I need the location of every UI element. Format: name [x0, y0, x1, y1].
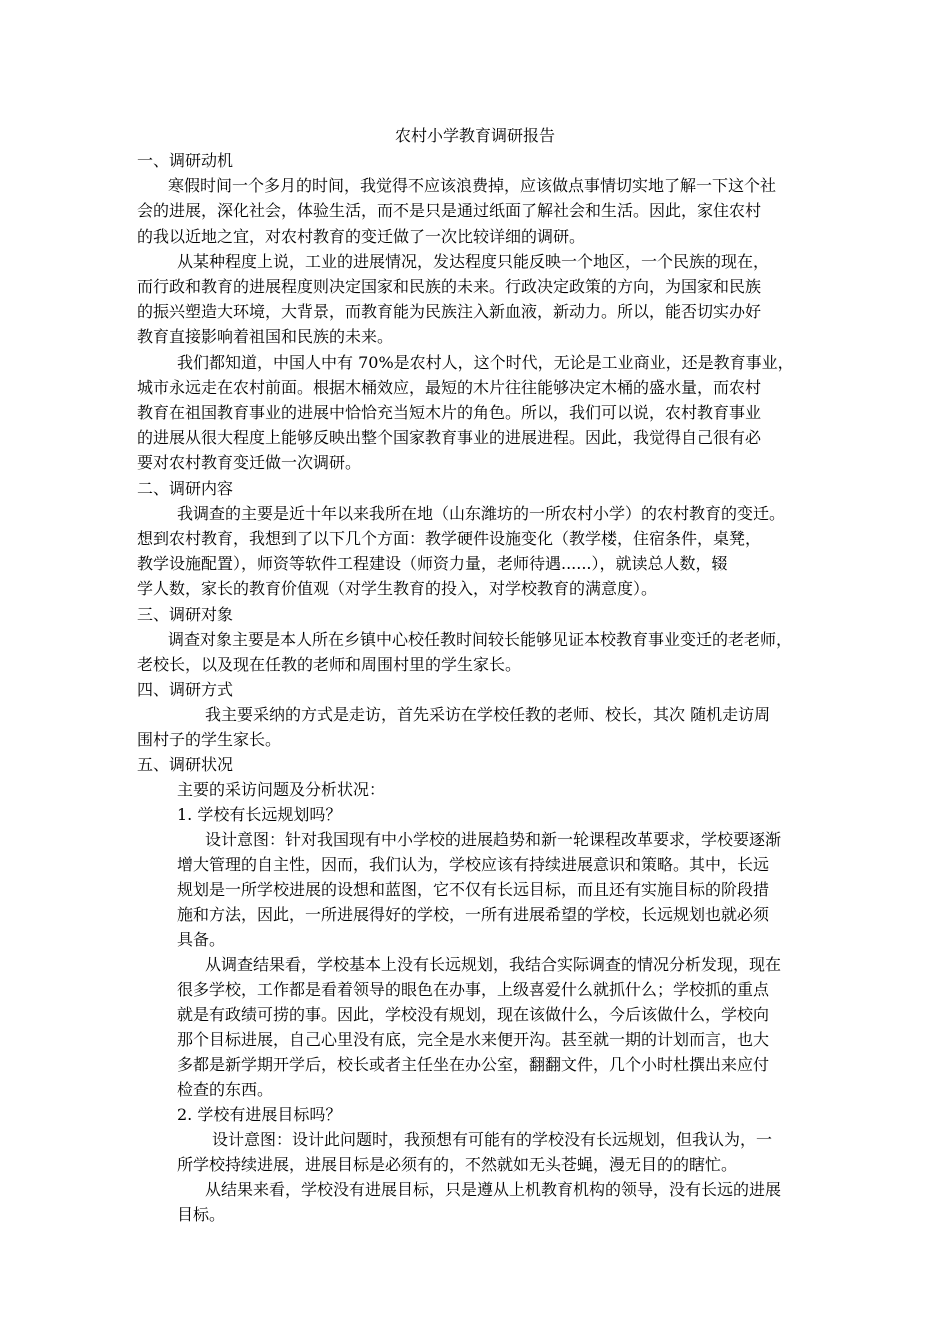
document-title: 农村小学教育调研报告: [394, 126, 555, 145]
paragraph-line: 想到农村教育，我想到了以下几个方面：教学硬件设施变化（教学楼，住宿条件，桌凳，: [137, 529, 762, 548]
paragraph-line: 老校长，以及现在任教的老师和周围村里的学生家长。: [137, 655, 522, 674]
paragraph-line: 从结果来看，学校没有进展目标，只是遵从上机教育机构的领导，没有长远的进展: [205, 1180, 782, 1199]
paragraph-line: 要对农村教育变迁做一次调研。: [137, 453, 362, 472]
paragraph-line: 的进展从很大程度上能够反映出整个国家教育事业的进展进程。因此，我觉得自己很有必: [137, 428, 762, 447]
paragraph-line: 的振兴塑造大环境，大背景，而教育能为民族注入新血液，新动力。所以，能否切实办好: [137, 302, 762, 321]
paragraph-line: 调查对象主要是本人所在乡镇中心校任教时间较长能够见证本校教育事业变迁的老老师，: [168, 630, 793, 649]
paragraph-line: 围村子的学生家长。: [137, 730, 282, 749]
paragraph-line: 设计意图：针对我国现有中小学校的进展趋势和新一轮课程改革要求，学校要逐渐: [205, 830, 782, 849]
paragraph-line: 很多学校，工作都是看着领导的眼色在办事，上级喜爱什么就抓什么；学校抓的重点: [177, 980, 770, 999]
paragraph-line: 检查的东西。: [177, 1080, 274, 1099]
section-heading-subjects: 三、调研对象: [137, 605, 234, 624]
paragraph-line: 会的进展，深化社会，体验生活，而不是只是通过纸面了解社会和生活。因此，家住农村: [137, 201, 762, 220]
section-heading-status: 五、调研状况: [137, 755, 234, 774]
paragraph-line: 从某种程度上说，工业的进展情况，发达程度只能反映一个地区，一个民族的现在，: [177, 252, 770, 271]
paragraph-line: 那个目标进展，自己心里没有底，完全是水来便开沟。甚至就一期的计划而言，也大: [177, 1030, 770, 1049]
paragraph-line: 的我以近地之宜，对农村教育的变迁做了一次比较详细的调研。: [137, 227, 586, 246]
paragraph-line: 规划是一所学校进展的设想和蓝图，它不仅有长远目标，而且还有实施目标的阶段措: [177, 880, 770, 899]
question-heading-2: 2. 学校有进展目标吗？: [177, 1105, 342, 1124]
paragraph-line: 具备。: [177, 930, 226, 949]
paragraph-line: 而行政和教育的进展程度则决定国家和民族的未来。行政决定政策的方向，为国家和民族: [137, 277, 762, 296]
paragraph-line: 施和方法，因此，一所进展得好的学校，一所有进展希望的学校，长远规划也就必须: [177, 905, 770, 924]
section-heading-method: 四、调研方式: [137, 680, 234, 699]
paragraph-line: 我调查的主要是近十年以来我所在地（山东潍坊的一所农村小学）的农村教育的变迁。: [177, 504, 786, 523]
paragraph-line: 城市永远走在农村前面。根据木桶效应，最短的木片往往能够决定木桶的盛水量，而农村: [137, 378, 762, 397]
paragraph-line: 教育直接影响着祖国和民族的未来。: [137, 327, 394, 346]
question-heading-1: 1. 学校有长远规划吗？: [177, 805, 342, 824]
section-heading-motivation: 一、调研动机: [137, 151, 234, 170]
paragraph-line: 寒假时间一个多月的时间，我觉得不应该浪费掉，应该做点事情切实地了解一下这个社: [168, 176, 777, 195]
paragraph-line: 教育在祖国教育事业的进展中恰恰充当短木片的角色。所以，我们可以说，农村教育事业: [137, 403, 762, 422]
paragraph-line: 我主要采纳的方式是走访，首先采访在学校任教的老师、校长，其次 随机走访周: [205, 705, 771, 724]
section-heading-content: 二、调研内容: [137, 479, 234, 498]
paragraph-line: 增大管理的自主性，因而，我们认为，学校应该有持续进展意识和策略。其中，长远: [177, 855, 770, 874]
paragraph-line: 目标。: [177, 1205, 226, 1224]
paragraph-line: 主要的采访问题及分析状况：: [177, 780, 386, 799]
paragraph-line: 设计意图：设计此问题时，我预想有可能有的学校没有长远规划，但我认为，一: [212, 1130, 773, 1149]
paragraph-line: 学人数，家长的教育价值观（对学生教育的投入，对学校教育的满意度）。: [137, 579, 658, 598]
paragraph-line: 从调查结果看，学校基本上没有长远规划，我结合实际调查的情况分析发现，现在: [205, 955, 782, 974]
paragraph-line: 教学设施配置），师资等软件工程建设（师资力量，老师待遇......），就读总人数，辍: [137, 554, 728, 573]
paragraph-line: 就是有政绩可捞的事。因此，学校没有规划，现在该做什么，今后该做什么，学校向: [177, 1005, 770, 1024]
paragraph-line: 所学校持续进展，进展目标是必须有的，不然就如无头苍蝇，漫无目的的瞎忙。: [177, 1155, 738, 1174]
paragraph-line: 我们都知道，中国人中有 70%是农村人，这个时代，无论是工业商业，还是教育事业，: [177, 353, 794, 372]
paragraph-line: 多都是新学期开学后，校长或者主任坐在办公室，翻翻文件，几个小时杜撰出来应付: [177, 1055, 770, 1074]
